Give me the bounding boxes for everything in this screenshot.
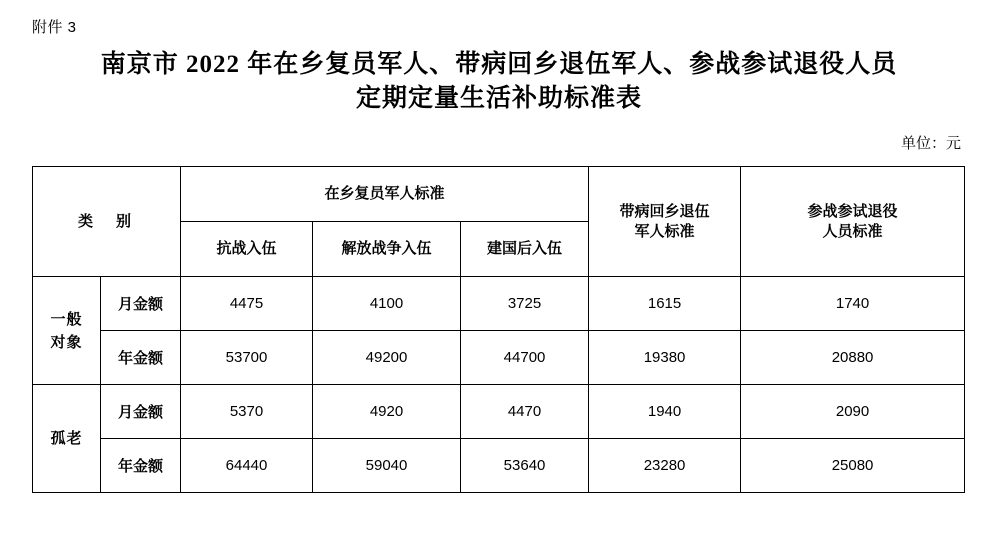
table-row	[33, 439, 965, 493]
cell-value: 4100	[313, 277, 461, 331]
row-label-monthly: 月金额	[101, 277, 181, 331]
cell-value: 53700	[181, 331, 313, 385]
page-title	[0, 48, 998, 116]
header-combat-test-line1: 参战参试退役	[807, 202, 898, 220]
cell-value: 64440	[181, 439, 313, 493]
header-group-rural-demobilized: 在乡复员军人标准	[181, 167, 589, 222]
subsidy-standards-table	[32, 166, 965, 493]
row-group-general-line1: 一般	[50, 310, 83, 328]
row-group-orphan-elderly	[33, 385, 101, 493]
table-row	[33, 277, 965, 331]
cell-value: 5370	[181, 385, 313, 439]
row-group-general-line2: 对象	[50, 333, 83, 351]
cell-value: 1940	[589, 385, 741, 439]
row-group-general	[33, 277, 101, 385]
table-row	[33, 331, 965, 385]
cell-value: 59040	[313, 439, 461, 493]
row-group-orphan-elderly-label: 孤老	[50, 430, 83, 447]
cell-value: 3725	[461, 277, 589, 331]
cell-value: 25080	[741, 439, 965, 493]
header-sub-anti-japanese: 抗战入伍	[181, 222, 313, 277]
cell-value: 53640	[461, 439, 589, 493]
table-header-row-1	[33, 167, 965, 222]
cell-value: 4470	[461, 385, 589, 439]
header-sub-liberation-war: 解放战争入伍	[313, 222, 461, 277]
cell-value: 44700	[461, 331, 589, 385]
cell-value: 1615	[589, 277, 741, 331]
header-combat-test-line2: 人员标准	[822, 222, 883, 240]
row-label-yearly: 年金额	[101, 331, 181, 385]
header-sick-returned-line2: 军人标准	[634, 222, 695, 240]
page-title-line2: 定期定量生活补助标准表	[355, 85, 642, 112]
attachment-label: 附件 3	[32, 19, 77, 36]
cell-value: 4920	[313, 385, 461, 439]
header-sick-returned	[589, 167, 741, 277]
unit-note: 单位：元	[900, 135, 961, 152]
cell-value: 19380	[589, 331, 741, 385]
page-title-line1: 南京市 2022 年在乡复员军人、带病回乡退伍军人、参战参试退役人员	[100, 51, 898, 78]
header-sub-after-founding: 建国后入伍	[461, 222, 589, 277]
cell-value: 4475	[181, 277, 313, 331]
cell-value: 1740	[741, 277, 965, 331]
row-label-monthly: 月金额	[101, 385, 181, 439]
cell-value: 23280	[589, 439, 741, 493]
header-combat-test	[741, 167, 965, 277]
table-row	[33, 385, 965, 439]
header-category: 类 别	[33, 167, 181, 277]
cell-value: 2090	[741, 385, 965, 439]
header-sick-returned-line1: 带病回乡退伍	[619, 202, 710, 220]
cell-value: 20880	[741, 331, 965, 385]
row-label-yearly: 年金额	[101, 439, 181, 493]
cell-value: 49200	[313, 331, 461, 385]
